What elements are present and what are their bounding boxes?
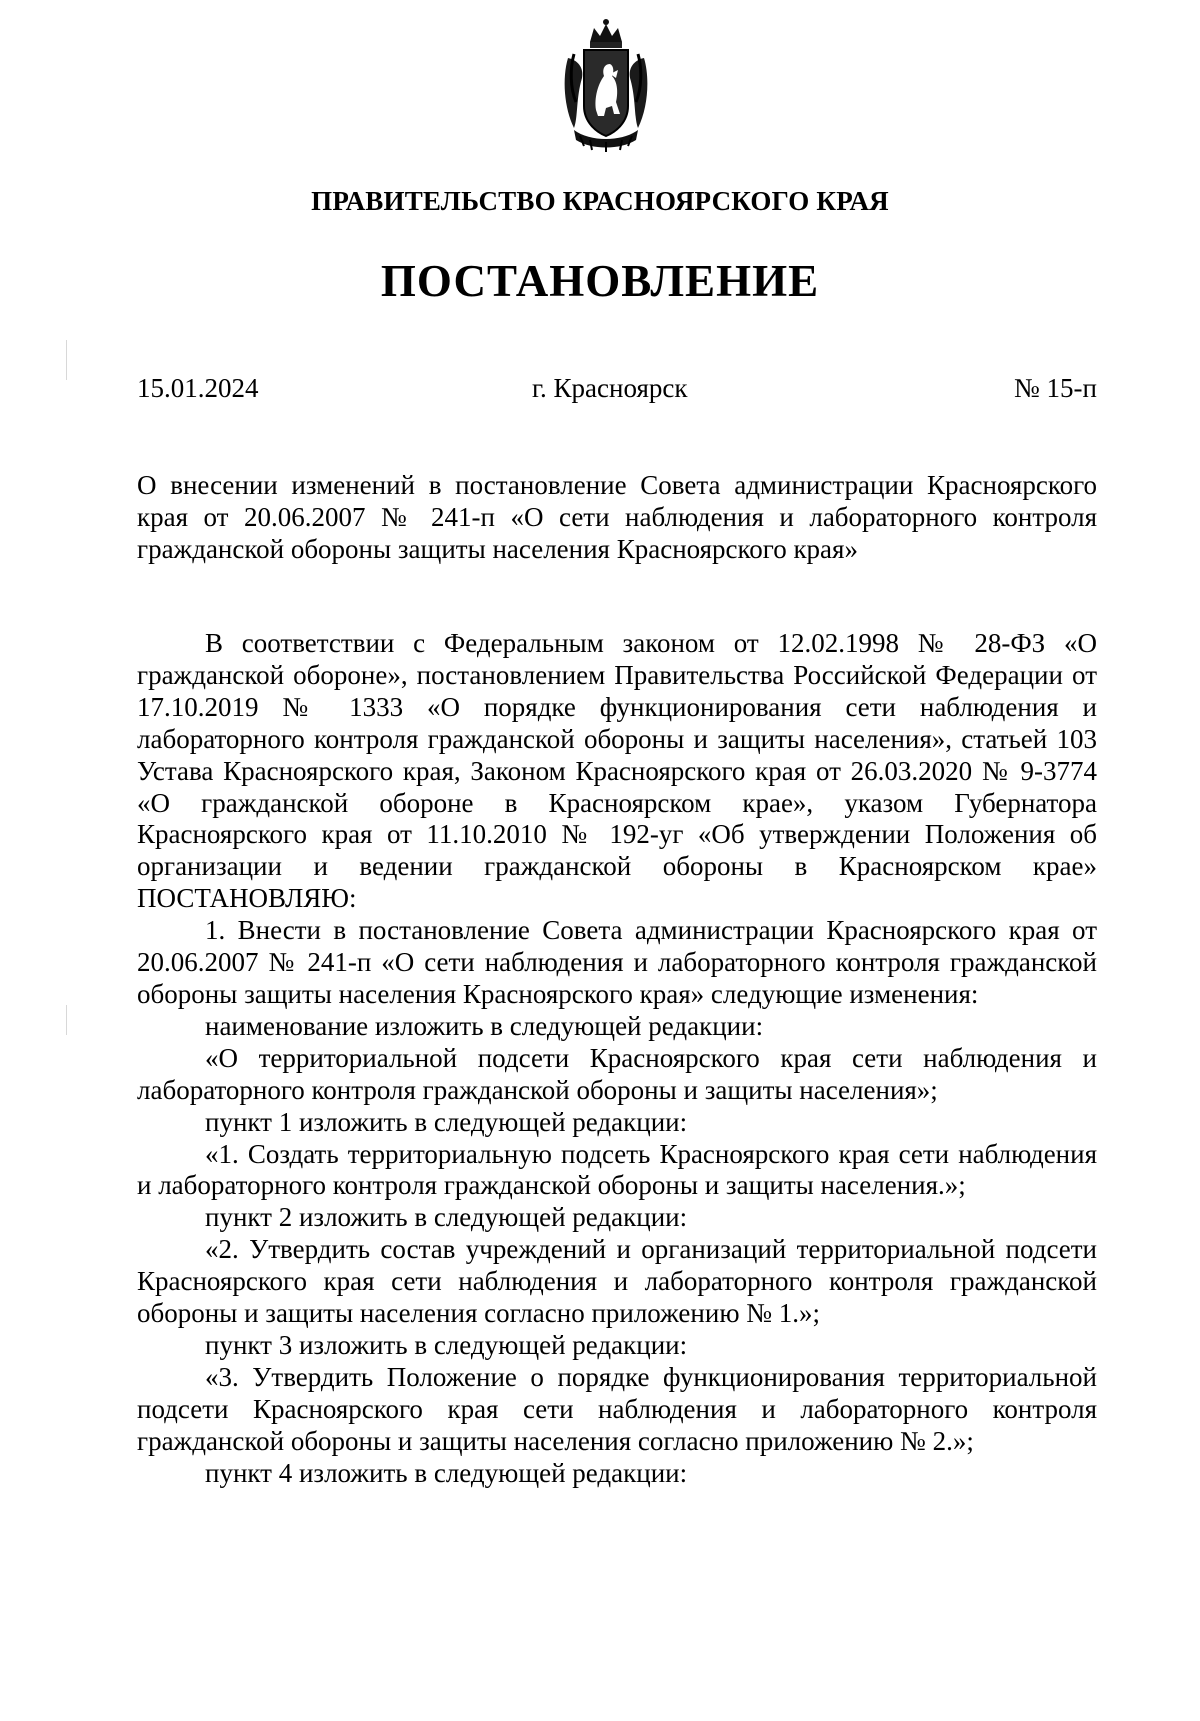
document-type-title: ПОСТАНОВЛЕНИЕ <box>380 256 820 306</box>
scan-artifact-line <box>66 340 67 380</box>
body-paragraph: пункт 2 изложить в следующей редакции: <box>205 1202 688 1233</box>
body-paragraph: «2. Утвердить состав учреждений и организаций территориальной подсети Красноярского края сети наблюдения и лабораторного контроля гражданской обороны и защиты населения согласно приложению № 1.»; <box>137 1234 1097 1329</box>
body-paragraph: пункт 1 изложить в следующей редакции: <box>205 1106 688 1137</box>
body-paragraph: наименование изложить в следующей редакции: <box>205 1010 764 1041</box>
document-subject: О внесении изменений в постановление Совета администрации Красноярского края от 20.06.2007 № 241-п «О сети наблюдения и лабораторного контроля гражданской обороны защиты населения Красноярского края» <box>137 470 1097 564</box>
document-body <box>137 628 1097 1489</box>
body-paragraph: пункт 3 изложить в следующей редакции: <box>205 1329 688 1360</box>
organization-title: ПРАВИТЕЛЬСТВО КРАСНОЯРСКОГО КРАЯ <box>311 186 889 216</box>
body-paragraph: 1. Внести в постановление Совета администрации Красноярского края от 20.06.2007 № 241-п «О сети наблюдения и лабораторного контроля гражданской обороны защиты населения Красноярского края» следующие изменения: <box>137 915 1097 1009</box>
krasnoyarsk-coat-of-arms-icon <box>560 18 652 154</box>
document-city: г. Красноярск <box>532 373 688 403</box>
document-number: № 15-п <box>1014 373 1097 403</box>
body-paragraph: пункт 4 изложить в следующей редакции: <box>205 1457 688 1488</box>
body-paragraph: «1. Создать территориальную подсеть Красноярского края сети наблюдения и лабораторного контроля гражданской обороны и защиты населения.»; <box>137 1138 1097 1201</box>
body-paragraph: «3. Утвердить Положение о порядке функционирования территориальной подсети Красноярского края сети наблюдения и лабораторного контроля гражданской обороны и защиты населения согласно приложению № 2.»; <box>137 1361 1097 1456</box>
body-paragraph: «О территориальной подсети Красноярского края сети наблюдения и лабораторного контроля гражданской обороны и защиты населения»; <box>137 1042 1097 1105</box>
body-paragraph: В соответствии с Федеральным законом от 12.02.1998 № 28-ФЗ «О гражданской обороне», постановлением Правительства Российской Федерации от 17.10.2019 № 1333 «О порядке функционирования сети наблюдения и лабораторного контроля гражданской обороны и защиты населения», статьей 103 Устава Красноярского края, Законом Красноярского края от 26.03.2020 № 9-3774 «О гражданской обороне в Красноярском крае», указом Губернатора Красноярского края от 11.10.2010 № 192-уг «Об утверждении Положения об организации и ведении гражданской обороны в Красноярском крае» ПОСТАНОВЛЯЮ: <box>137 628 1097 914</box>
document-date: 15.01.2024 <box>137 373 259 403</box>
document-meta-row <box>137 373 1097 409</box>
scan-artifact-line <box>66 1005 67 1035</box>
